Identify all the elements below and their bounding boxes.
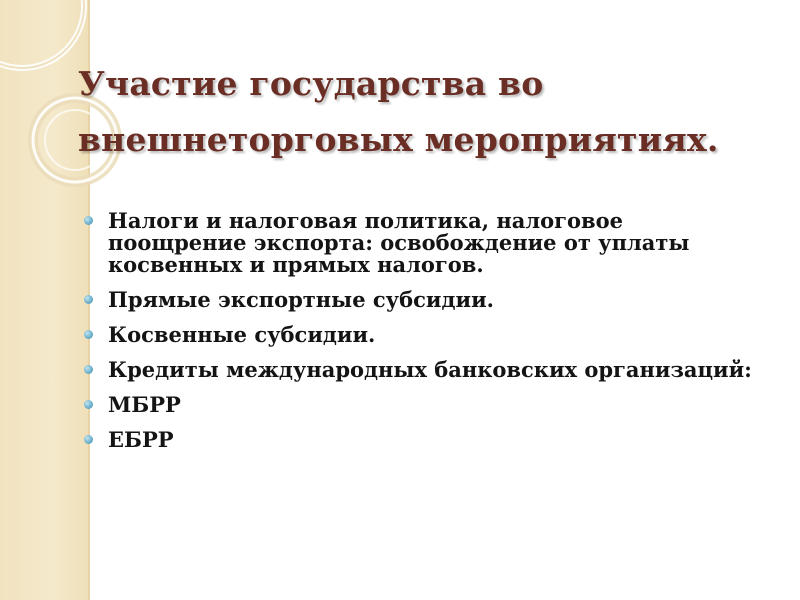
bullet-text: МБРР [108,392,181,417]
bullet-item [84,289,764,311]
bullet-list [84,210,764,464]
bullet-dot-icon [84,365,93,374]
slide-title-line-1: Участие государства во [78,64,544,103]
bullet-dot-icon [84,435,93,444]
slide-title [78,56,758,168]
bullet-dot-icon [84,330,93,339]
bullet-item [84,324,764,346]
bullet-text: ЕБРР [108,427,174,452]
bullet-item [84,394,764,416]
slide-title-line-2: внешнеторговых мероприятиях. [78,120,719,159]
bullet-item [84,429,764,451]
bullet-dot-icon [84,400,93,409]
bullet-dot-icon [84,295,93,304]
bullet-item [84,210,764,276]
bullet-text: Кредиты международных банковских организаций: [108,357,752,382]
bullet-text: Косвенные субсидии. [108,322,376,347]
bullet-text: Налоги и налоговая политика, налоговое поощрение экспорта: освобождение от уплаты косвенных и прямых налогов. [108,208,690,277]
bullet-item [84,359,764,381]
bullet-dot-icon [84,216,93,225]
bullet-text: Прямые экспортные субсидии. [108,287,494,312]
